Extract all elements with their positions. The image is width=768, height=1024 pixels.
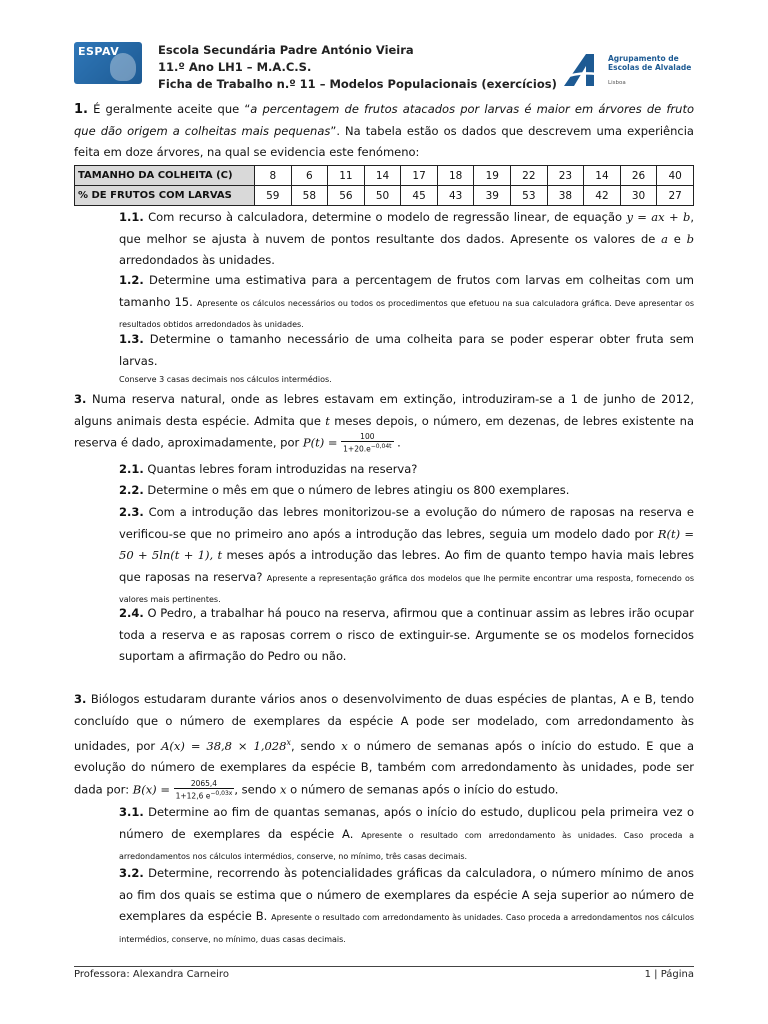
q2-3-text-a: Com a introdução das lebres monitorizou-se a evolução do número de raposas na reserva e verificou-se que no primeiro ano após a introdução das lebres, seguia um modelo dado por [119,505,695,541]
q2-4-number: 2.4. [119,606,144,620]
table-cell: 6 [291,166,328,186]
agrupamento-logo [562,52,694,90]
espav-logo [74,42,142,84]
q2-intro: 3. Numa reserva natural, onde as lebres estavam em extinção, introduziram-se a 1 de junho de 2012, alguns animais desta espécie. Admita que t meses depois, o número, em dezenas, de lebres existente na reserva é dado, aproximadamente, por P(t) = $\frac{100}{1+20.e^{-0,04t}}$ . [74,392,695,454]
agrupamento-line1: Agrupamento de [608,54,679,63]
q1-1-number: 1.1. [119,210,144,224]
q2-p-den-base: 1+20.e [343,444,371,454]
table-cell: 17 [401,166,438,186]
q1-2-text: Determine uma estimativa para a percentagem de frutos com larvas em colheitas com um tamanho 15. [119,273,695,309]
q2-3-text-b: meses após a introdução das lebres. Ao fim de quanto tempo havia mais lebres que raposas na reserva? [119,548,695,584]
q3-intro-e: o número de semanas após o início do estudo. [290,782,559,797]
q2-3 [119,502,694,610]
q1-1-text-b: , que melhor se ajusta à nuvem de pontos resultante dos dados. Apresente os valores de [119,210,695,246]
agrupamento-city: Lisboa [608,80,626,86]
row-header-larvae: % DE FRUTOS COM LARVAS [75,186,255,206]
teacher-name: Professora: Alexandra Carneiro [74,969,229,980]
q3-intro-b: , sendo [290,738,336,753]
table-cell: 8 [255,166,292,186]
class-name: 11.º Ano LH1 – M.A.C.S. [158,60,312,74]
table-cell: 14 [584,166,621,186]
q1-1 [119,207,694,272]
page-footer [74,966,694,980]
q1-2-number: 1.2. [119,273,144,287]
q1-1-and: e [673,231,681,246]
q3-2 [119,863,694,949]
q2-p-numerator: 100 [341,432,393,442]
page-number: 1 | Página [644,969,694,980]
row-header-harvest: TAMANHO DA COLHEITA (C) [75,166,255,186]
table-cell: 42 [584,186,621,206]
q3-1-text: Determine ao fim de quantas semanas, após o início do estudo, duplicou pela primeira vez o número de exemplares da espécie A. [119,805,695,841]
agrupamento-name [608,54,691,72]
q3-b-denominator [174,789,235,801]
q3-b-den-base: 1+12,6 e [175,791,211,801]
q3-2-text: Determine, recorrendo às potencialidades gráficas da calculadora, o número mínimo de anos ao fim dos quais se estima que o número de exemplares da espécie A seja superior ao número de exemplares da espécie B. [119,866,694,923]
q2-intro-b: meses depois, o número, em dezenas, de lebres existente na reserva é dado, aproximadamente, por [74,413,694,450]
agrupamento-line2: Escolas de Alvalade [608,63,692,72]
q2-p-fraction [341,432,393,454]
school-info [158,42,557,93]
q3-var-x-2: x [279,782,287,797]
table-cell: 56 [328,186,365,206]
q3-intro-a: Biólogos estudaram durante vários anos o desenvolvimento de duas espécies de plantas, A e B, tendo concluído que o número de exemplares da espécie A pode ser modelado, com arredondamento às unidades, por [74,692,695,753]
table-cell: 40 [657,166,694,186]
q3-2-number: 3.2. [119,866,144,880]
q3-1-number: 3.1. [119,805,144,819]
q2-2-number: 2.2. [119,483,144,497]
agrupamento-a-icon [562,52,606,88]
q2-3-number: 2.3. [119,505,144,519]
q1-1-text-a: Com recurso à calculadora, determine o modelo de regressão linear, de equação [148,210,623,224]
table-cell: 59 [255,186,292,206]
table-cell: 39 [474,186,511,206]
table-cell: 14 [364,166,401,186]
q3-b-fraction [174,779,235,801]
q1-intro-a: É geralmente aceite que “ [93,102,251,116]
q1-intro-b: ”. Na tabela estão os dados que descrevem uma experiência feita em doze árvores, na qual se evidencia este fenómeno: [74,123,694,159]
q1-2-note: Apresente os cálculos necessários ou todos os procedimentos que efetuou na sua calculadora gráfica. Deve apresentar os resultados obtidos arredondados às unidades. [119,298,695,329]
page-header [74,38,694,94]
q3-var-x: x [341,738,348,753]
q3-a-eq-exp: x [286,738,291,747]
q2-number: 3. [74,392,87,406]
q2-intro-a: Numa reserva natural, onde as lebres estavam em extinção, introduziram-se a 1 de junho de 2012, alguns animais desta espécie. Admita que [74,392,695,428]
table-cell: 22 [511,166,548,186]
q1-1-var-a: a [661,231,668,246]
q2-3-note: Apresente a representação gráfica dos modelos que lhe permite encontrar uma resposta, fornecendo os valores mais pertinentes. [119,573,695,604]
table-cell: 30 [620,186,657,206]
q3-intro-c: o número de semanas após o início do estudo. E que a evolução do número de exemplares da espécie B, também com arredondamento às unidades, pode ser dada por: [74,738,695,797]
q2-4 [119,603,694,668]
q1-1-equation: y = ax + b [626,210,691,224]
table-cell: 19 [474,166,511,186]
q3-b-numerator: 2065,4 [174,779,235,789]
q2-4-text: O Pedro, a trabalhar há pouco na reserva, afirmou que a continuar assim as lebres irão ocupar toda a reserva e as raposas correm o risco de extinguir-se. Argumente se os modelos fornecidos suportam a afirmação do Pedro ou não. [119,606,694,663]
q2-3-var-t: t [217,548,223,562]
q2-3-equation: R(t) = 50 + 5ln(t + 1), [119,526,695,562]
q2-2-text: Determine o mês em que o número de lebres atingiu os 800 exemplares. [147,483,570,497]
q3-2-note: Apresente o resultado com arredondamento às unidades. Caso proceda a arredondamentos nos cálculos intermédios, conserve, no mínimo, duas casas decimais. [119,913,695,944]
q2-var-t: t [325,413,330,428]
q1-3-number: 1.3. [119,332,144,346]
sheet-title: Ficha de Trabalho n.º 11 – Modelos Populacionais (exercícios) [158,77,557,91]
data-table [74,165,694,206]
table-cell: 53 [511,186,548,206]
table-cell: 11 [328,166,365,186]
q1-quote: a percentagem de frutos atacados por larvas é maior em árvores de fruto que dão origem a colheitas mais pequenas [74,102,694,138]
q3-1-note: Apresente o resultado com arredondamento às unidades. Caso proceda a arredondamentos nos cálculos intermédios, conserve, no mínimo, três casas decimais. [119,830,694,861]
q2-1 [119,459,694,481]
school-name: Escola Secundária Padre António Vieira [158,43,414,57]
table-cell: 18 [437,166,474,186]
q3-intro [74,689,694,801]
q3-b-lhs: B(x) = [132,782,170,797]
q2-2 [119,480,694,502]
q2-p-denominator [341,442,393,454]
q1-3-note: Conserve 3 casas decimais nos cálculos intermédios. [119,375,332,384]
q2-p-lhs: P(t) = [302,435,338,450]
q3-a-eq-base: A(x) = 38,8 × 1,028 [161,738,287,753]
q1-number: 1. [74,102,88,117]
portrait-icon [110,53,136,81]
q1-intro [74,99,694,164]
q1-3-text: Determine o tamanho necessário de uma colheita para se poder esperar obter fruta sem larvas. [119,332,694,368]
table-row [75,166,694,186]
q3-a-equation [161,739,291,753]
q2-1-number: 2.1. [119,462,144,476]
q1-1-var-b: b [686,231,695,246]
q2-p-den-exp: −0,04t [370,443,392,450]
q1-3 [119,329,694,388]
table-cell: 43 [437,186,474,206]
q1-2 [119,270,694,335]
q3-intro-d: , sendo [234,782,277,797]
espav-logo-text: ESPAV [78,45,120,58]
q3-1 [119,802,694,867]
q3-b-den-exp: −0,03x [210,789,233,797]
table-cell: 23 [547,166,584,186]
table-cell: 50 [364,186,401,206]
q1-1-text-c: arredondados às unidades. [119,253,275,267]
table-cell: 38 [547,186,584,206]
table-cell: 58 [291,186,328,206]
q2-1-text: Quantas lebres foram introduzidas na reserva? [147,462,418,476]
table-cell: 45 [401,186,438,206]
table-cell: 26 [620,166,657,186]
table-cell: 27 [657,186,694,206]
q3-number: 3. [74,692,87,706]
table-row [75,186,694,206]
